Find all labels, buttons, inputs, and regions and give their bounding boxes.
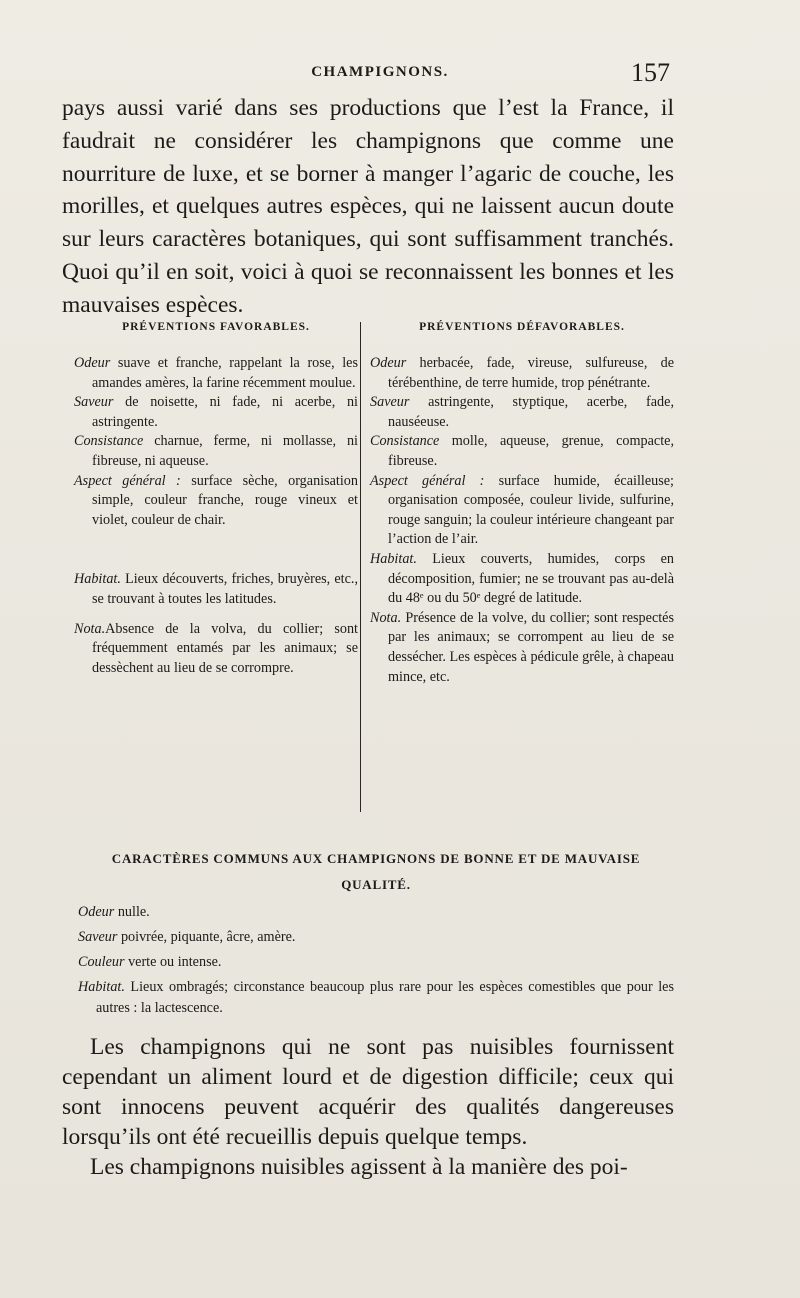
favorable-nota: Nota.Absence de la volva, du collier; sont fréquemment entamés par les animaux; se dessèchent au lieu de se corrompre. bbox=[74, 620, 358, 676]
unfavorable-habitat: Habitat. Lieux couverts, humides, corps en décomposition, fumier; ne se trouvant pas au-delà du 48ᵉ ou du 50ᵉ degré de latitude. bbox=[370, 550, 674, 607]
running-title: CHAMPIGNONS. bbox=[311, 64, 449, 80]
unfavorable-odeur: Odeur herbacée, fade, vireuse, sulfureuse, de térébenthine, de terre humide, trop pénétrante. bbox=[370, 355, 674, 391]
unfavorable-saveur: Saveur astringente, styptique, acerbe, fade, nauséeuse. bbox=[370, 394, 674, 430]
column-divider bbox=[360, 322, 361, 812]
common-habitat: Habitat. Lieux ombragés; circonstance beaucoup plus rare pour les espèces comestibles que pour les autres : la lactescence. bbox=[78, 979, 674, 1016]
spacer bbox=[74, 610, 358, 620]
intro-text: pays aussi varié dans ses productions que l’est la France, il faudrait ne considérer les champignons que comme une nourriture de luxe, et se borner à manger l’agaric de couche, les morilles, et quelques autres espèces, qui ne laissent aucun doute sur leurs caractères botaniques, qui sont suffisamment tranchés. Quoi qu’il en soit, voici à quoi se reconnaissent les bonnes et les mauvaises espèces. bbox=[62, 95, 674, 318]
unfavorable-nota: Nota. Présence de la volve, du collier; sont respectés par les animaux; se corrompent au lieu de se dessécher. Les espèces à pédicule grêle, à chapeau mince, etc. bbox=[370, 609, 674, 685]
favorable-heading: PRÉVENTIONS FAVORABLES. bbox=[122, 321, 310, 333]
page-number: 157 bbox=[631, 58, 670, 87]
running-head bbox=[90, 58, 670, 88]
comparison-columns bbox=[74, 318, 674, 818]
favorable-odeur: Odeur suave et franche, rappelant la rose, les amandes amères, la farine récemment moulue. bbox=[74, 355, 358, 391]
favorable-column bbox=[74, 318, 358, 678]
common-characters bbox=[78, 846, 674, 1023]
unfavorable-consistance: Consistance molle, aqueuse, grenue, compacte, fibreuse. bbox=[370, 433, 674, 469]
favorable-consistance: Consistance charnue, ferme, ni mollasse, ni fibreuse, ni aqueuse. bbox=[74, 433, 358, 469]
outro-paragraph-2: Les champignons nuisibles agissent à la manière des poi- bbox=[90, 1154, 628, 1180]
common-odeur: Odeur nulle. bbox=[78, 904, 150, 920]
favorable-aspect: Aspect général : surface sèche, organisation simple, couleur franche, rouge vineux et violet, couleur de chair. bbox=[74, 472, 358, 528]
favorable-saveur: Saveur de noisette, ni fade, ni acerbe, ni astringente. bbox=[74, 394, 358, 430]
unfavorable-column bbox=[370, 318, 674, 687]
spacer bbox=[74, 530, 358, 570]
unfavorable-aspect: Aspect général : surface humide, écailleuse; organisation composée, couleur livide, sulfurine, rouge sanguin; la couleur intérieure changeant par l’action de l’air. bbox=[370, 472, 674, 548]
common-saveur: Saveur poivrée, piquante, âcre, amère. bbox=[78, 929, 296, 945]
intro-paragraph bbox=[62, 92, 674, 322]
outro-paragraph-1: Les champignons qui ne sont pas nuisibles fournissent cependant un aliment lourd et de digestion difficile; ceux qui sont innocens peuvent acquérir des qualités dangereuses lorsqu’ils ont été recueillis depuis quelque temps. bbox=[62, 1034, 674, 1150]
closing-paragraphs bbox=[62, 1032, 674, 1182]
unfavorable-heading: PRÉVENTIONS DÉFAVORABLES. bbox=[419, 321, 625, 333]
favorable-habitat: Habitat. Lieux découverts, friches, bruyères, etc., se trouvant à toutes les latitudes. bbox=[74, 571, 358, 607]
common-couleur: Couleur verte ou intense. bbox=[78, 954, 222, 970]
common-heading: CARACTÈRES COMMUNS AUX CHAMPIGNONS DE BONNE ET DE MAUVAISE QUALITÉ. bbox=[111, 851, 641, 892]
